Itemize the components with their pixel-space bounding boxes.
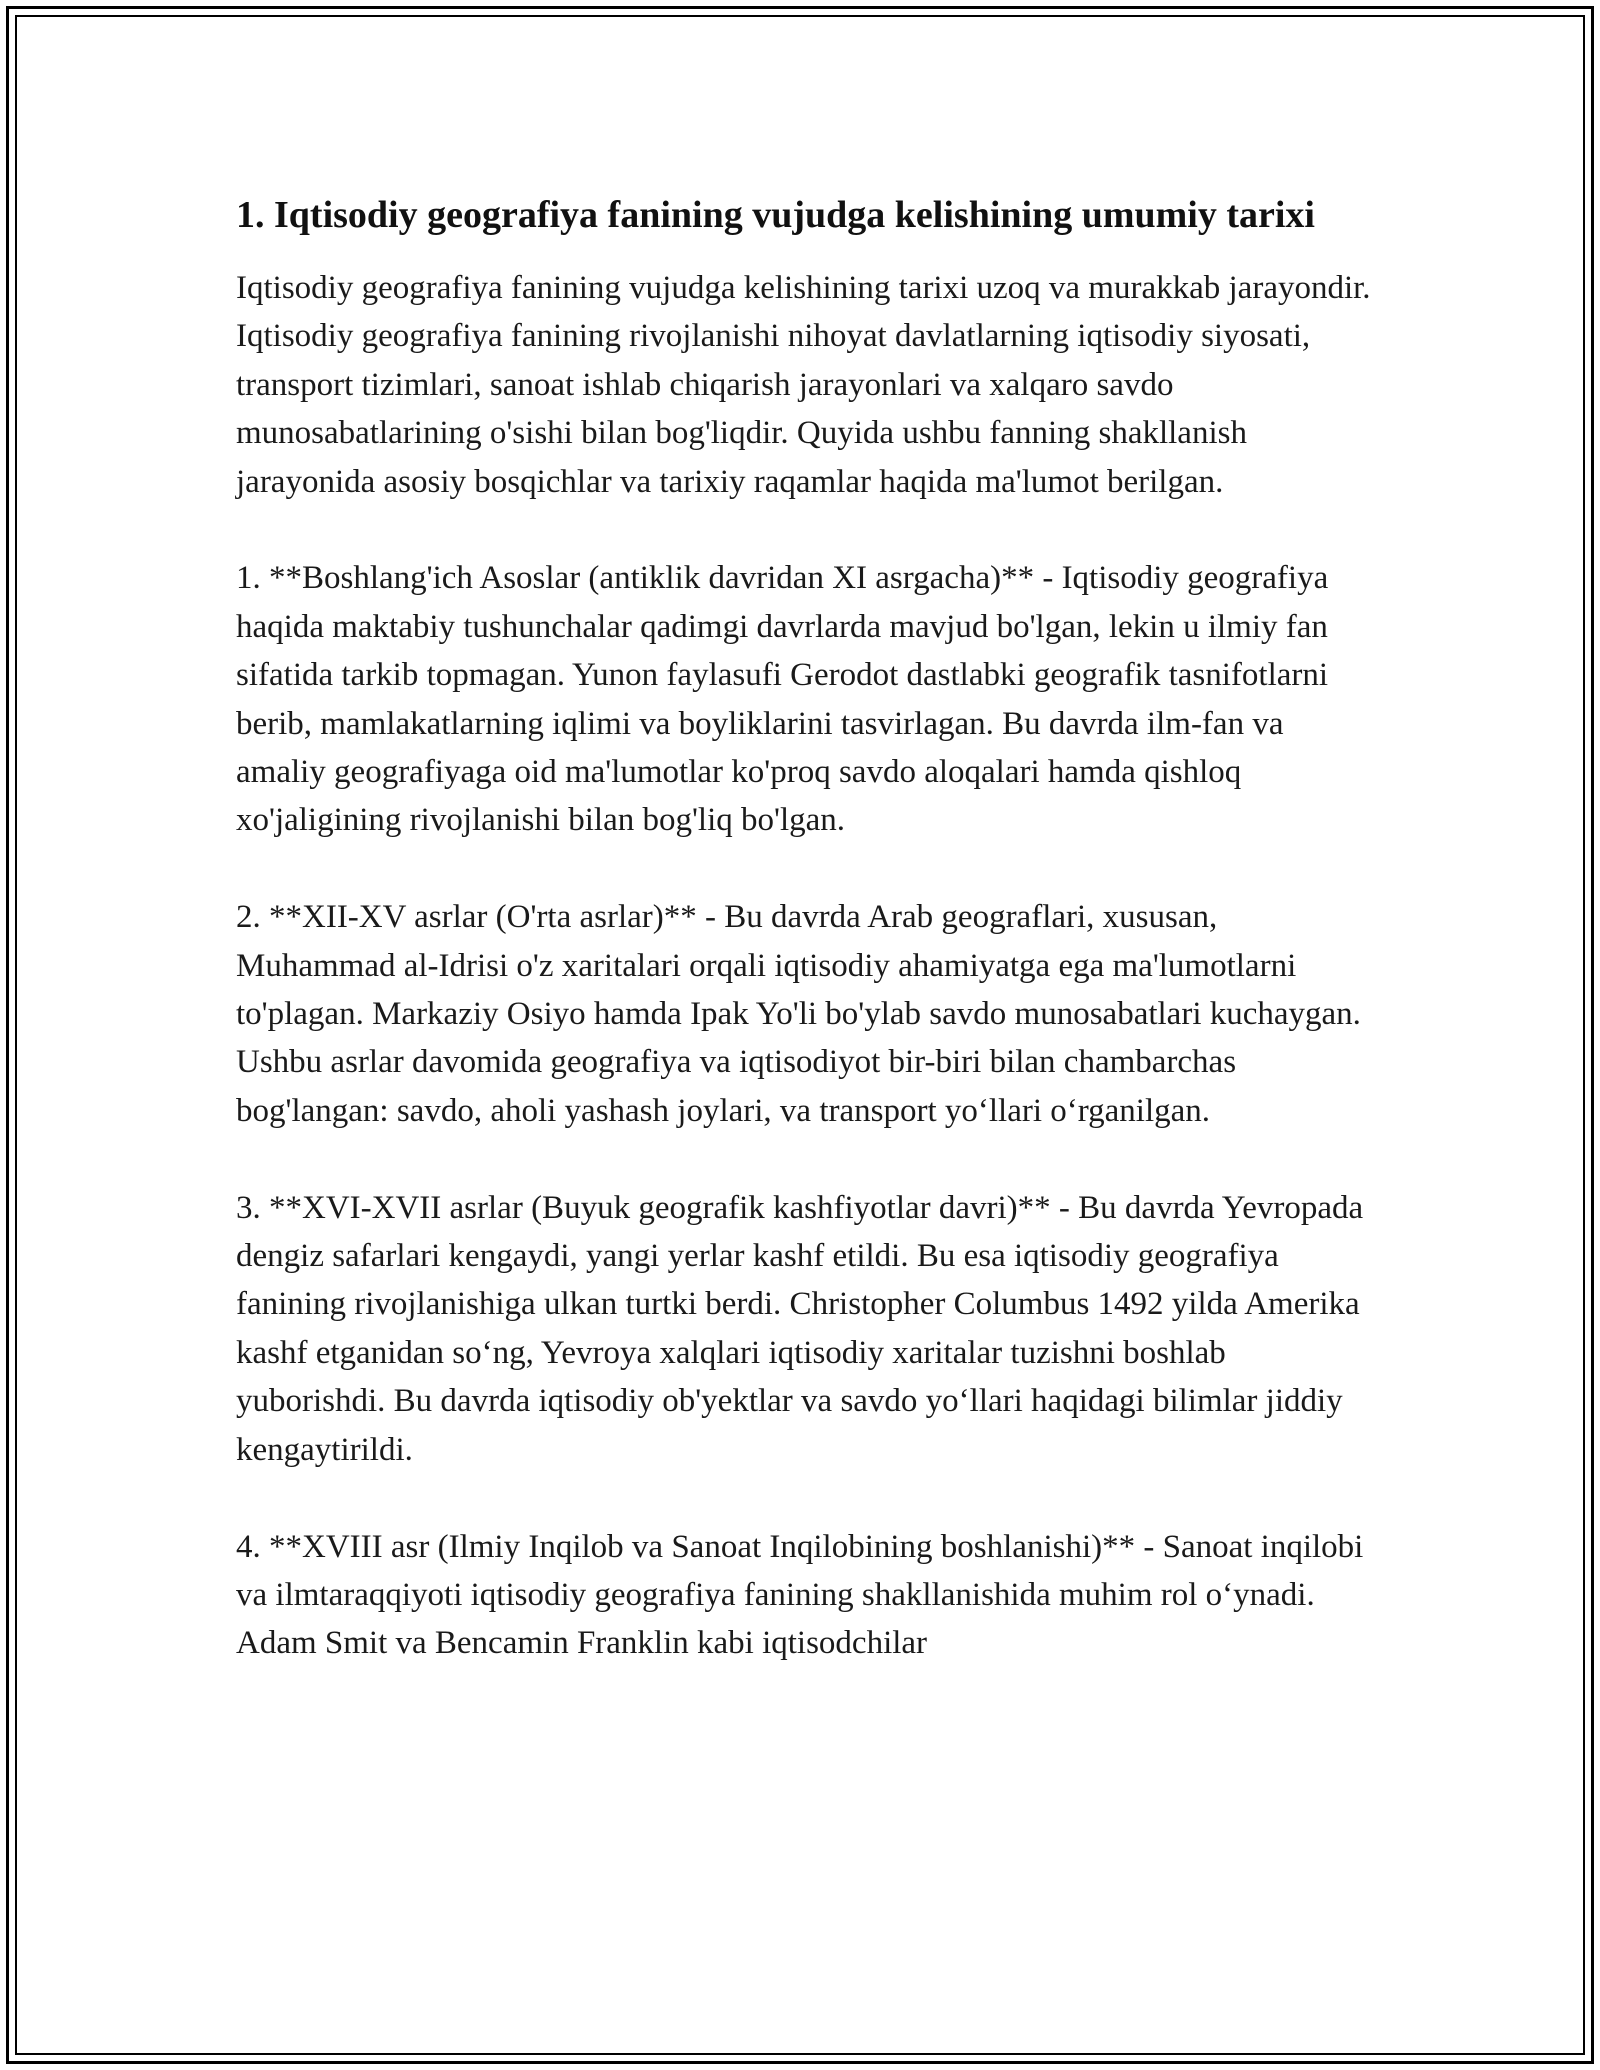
- paragraph-section-4: 4. **XVIII asr (Ilmiy Inqilob va Sanoat Inqilobining boshlanishi)** - Sanoat inqilobi va ilmtaraqqiyoti iqtisodiy geografiya fanining shakllanishida muhim rol o‘ynadi. Adam Smit va Bencamin Franklin kabi iqtisodchilar: [236, 1528, 1364, 1662]
- paragraph-section-3: 3. **XVI-XVII asrlar (Buyuk geografik kashfiyotlar davri)** - Bu davrda Yevropada dengiz safarlari kengaydi, yangi yerlar kashf etildi. Bu esa iqtisodiy geografiya fanining rivojlanishiga ulkan turtki berdi. Christopher Columbus 1492 yilda Amerika kashf etganidan so‘ng, Yevroya xalqlari iqtisodiy xaritalar tuzishni boshlab yuborishdi. Bu davrda iqtisodiy ob'yektlar va savdo yo‘llari haqidagi bilimlar jiddiy kengaytirildi.: [236, 1189, 1364, 1468]
- paragraph-intro: Iqtisodiy geografiya fanining vujudga kelishining tarixi uzoq va murakkab jarayondir. Iqtisodiy geografiya fanining rivojlanishi nihoyat davlatlarning iqtisodiy siyosati, transport tizimlari, sanoat ishlab chiqarish jarayonlari va xalqaro savdo munosabatlarining o'sishi bilan bog'liqdir. Quyida ushbu fanning shakllanish jarayonida asosiy bosqichlar va tarixiy raqamlar haqida ma'lumot berilgan.: [236, 270, 1371, 500]
- paragraph-section-2: 2. **XII-XV asrlar (O'rta asrlar)** - Bu davrda Arab geograflari, xususan, Muhammad al-Idrisi o'z xaritalari orqali iqtisodiy ahamiyatga ega ma'lumotlarni to'plagan. Markaziy Osiyo hamda Ipak Yo'li bo'ylab savdo munosabatlari kuchaygan. Ushbu asrlar davomida geografiya va iqtisodiyot bir-biri bilan chambarchas bog'langan: savdo, aholi yashash joylari, va transport yo‘llari o‘rganilgan.: [236, 899, 1361, 1129]
- document-body: [236, 188, 1376, 1716]
- page-title: 1. Iqtisodiy geografiya fanining vujudga kelishining umumiy tarixi: [236, 194, 1315, 236]
- paragraph-section-1: 1. **Boshlang'ich Asoslar (antiklik davridan XI asrgacha)** - Iqtisodiy geografiya haqida maktabiy tushunchalar qadimgi davrlarda mavjud bo'lgan, lekin u ilmiy fan sifatida tarkib topmagan. Yunon faylasufi Gerodot dastlabki geografik tasnifotlarni berib, mamlakatlarning iqlimi va boyliklarini tasvirlagan. Bu davrda ilm-fan va amaliy geografiyaga oid ma'lumotlar ko'proq savdo aloqalari hamda qishloq xo'jaligining rivojlanishi bilan bog'liq bo'lgan.: [236, 560, 1329, 839]
